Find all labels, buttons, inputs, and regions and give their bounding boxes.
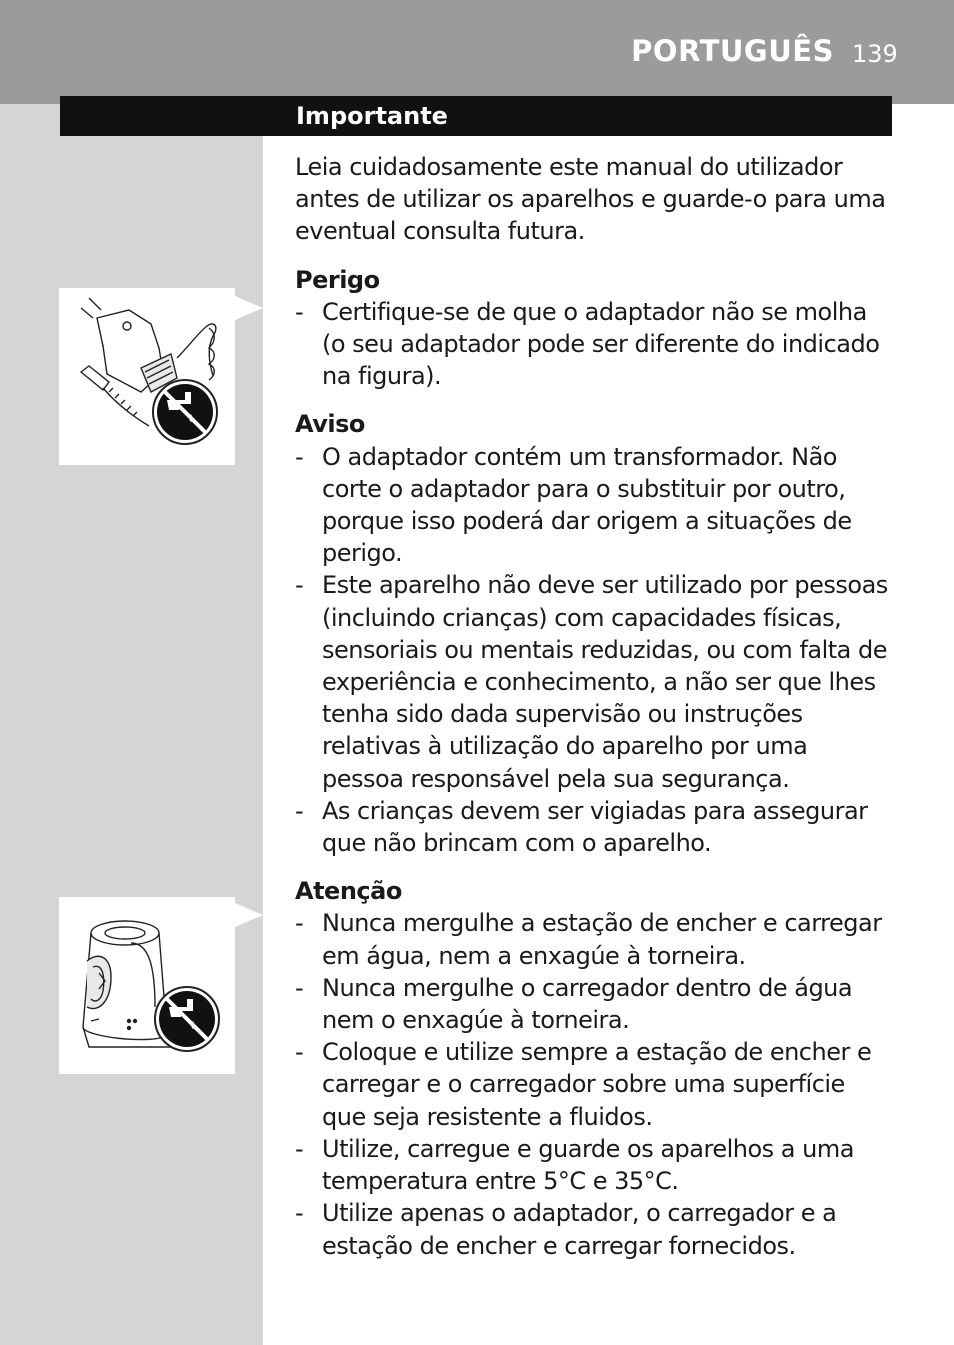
page-number: 139 bbox=[852, 40, 898, 68]
list-perigo bbox=[295, 296, 895, 393]
list-item: - Nunca mergulhe a estação de encher e carregar em água, nem a enxagúe à torneira. bbox=[295, 907, 895, 971]
heading-atencao: Atenção bbox=[295, 877, 402, 906]
list-item: - Este aparelho não deve ser utilizado por pessoas (incluindo crianças) com capacidades físicas, sensoriais ou mentais reduzidas, ou com falta de experiência e conhecimento, a não ser que lhes tenha sido dada supervisão ou instruções relativas à utilização do aparelho por uma pessoa responsável pela sua segurança. bbox=[295, 569, 895, 794]
intro-paragraph: Leia cuidadosamente este manual do utilizador antes de utilizar os aparelhos e guarde-o para uma eventual consulta futura. bbox=[295, 153, 886, 246]
list-item: - O adaptador contém um transformador. Não corte o adaptador para o substituir por outro, porque isso poderá dar origem a situações de perigo. bbox=[295, 441, 895, 570]
content bbox=[295, 151, 895, 1278]
figure-charging-station bbox=[59, 897, 235, 1074]
section-title: Importante bbox=[296, 102, 448, 130]
language-title: PORTUGUÊS bbox=[631, 34, 834, 68]
list-item: - Certifique-se de que o adaptador não se molha (o seu adaptador pode ser diferente do indicado na figura). bbox=[295, 296, 895, 393]
figure-pointer bbox=[235, 296, 263, 320]
heading-perigo: Perigo bbox=[295, 265, 380, 294]
heading-aviso: Aviso bbox=[295, 410, 365, 439]
list-item: - Utilize, carregue e guarde os aparelhos a uma temperatura entre 5°C e 35°C. bbox=[295, 1133, 895, 1197]
list-item: - Utilize apenas o adaptador, o carregador e a estação de encher e carregar fornecidos. bbox=[295, 1197, 895, 1261]
list-item: - Nunca mergulhe o carregador dentro de água nem o enxagúe à torneira. bbox=[295, 972, 895, 1036]
figure-pointer bbox=[235, 903, 263, 927]
charging-station-no-water-icon bbox=[59, 897, 235, 1074]
adapter-no-water-icon bbox=[59, 288, 235, 465]
list-item: - As crianças devem ser vigiadas para assegurar que não brincam com o aparelho. bbox=[295, 795, 895, 859]
figure-adapter bbox=[59, 288, 235, 465]
list-item: - Coloque e utilize sempre a estação de encher e carregar e o carregador sobre uma superfície que seja resistente a fluidos. bbox=[295, 1036, 895, 1133]
section-bar bbox=[60, 96, 892, 136]
list-aviso bbox=[295, 441, 895, 860]
list-atencao bbox=[295, 907, 895, 1261]
